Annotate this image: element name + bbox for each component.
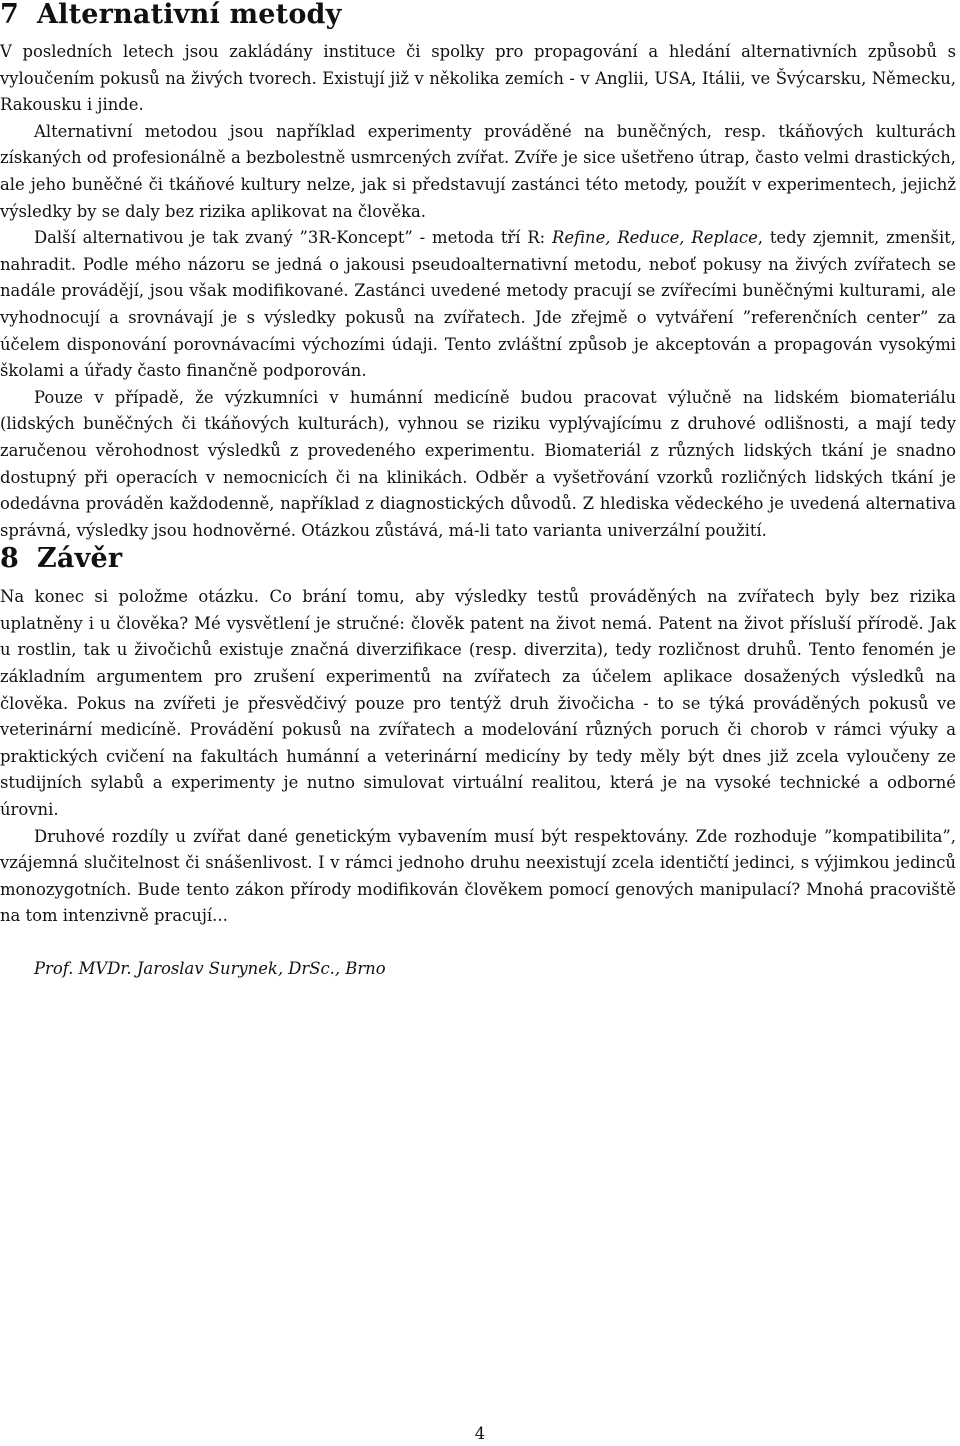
paragraph xyxy=(0,385,956,545)
paragraph xyxy=(0,225,956,385)
paragraph xyxy=(0,824,956,930)
paragraph xyxy=(0,119,956,225)
paragraph-text: , tedy zjemnit, zmenšit, nahradit. Podle mého názoru se jedná o jakousi pseudoalternativní metodu, neboť pokusy na živých zvířatech se nadále provádějí, jsou však modifikované. Zastánci uvedené metody pracují se zvířecími buněčnými kulturami, ale vyhodnocují a srovnávají je s výsledky pokusů na zvířatech. Jde zřejmě o vytváření ”referenčních center” za účelem disponování porovnávacími výchozími údaji. Tento zvláštní způsob je akceptován a propagován vysokými školami a úřady často finančně podporován. xyxy=(0,228,956,381)
italic-term-list: Refine, Reduce, Replace xyxy=(552,228,758,248)
section-heading-conclusion xyxy=(0,544,956,574)
section-title: Závěr xyxy=(37,543,123,575)
section-body xyxy=(0,39,956,544)
paragraph xyxy=(0,584,956,823)
paragraph-text: Další alternativou je tak zvaný ”3R-Koncept” - metoda tří R: xyxy=(34,228,553,248)
section-heading-alternative-methods xyxy=(0,0,956,30)
paragraph xyxy=(0,39,956,119)
paragraph-text: Pouze v případě, že výzkumníci v humánní medicíně budou pracovat výlučně na lidském biomateriálu (lidských buněčných či tkáňových kulturách), vyhnou se riziku vyplývajícímu z druhové odlišnosti, a mají tedy zaručenou věrohodnost výsledků z provedeného experimentu. Biomateriál z různých lidských tkání je snadno dostupný při operacích v nemocnicích či na klinikách. Odběr a vyšetřování vzorků rozličných lidských tkání je odedávna prováděn každodenně, například z diagnostických důvodů. Z hlediska vědeckého je uvedená alternativa správná, výsledky jsou hodnověrné. Otázkou zůstává, má-li tato varianta univerzální použití. xyxy=(0,387,956,540)
paragraph-text: Alternativní metodou jsou například experimenty prováděné na buněčných, resp. tkáňových kulturách získaných od profesionálně a bezbolestně usmrcených zvířat. Zvíře je sice ušetřeno útrap, často velmi drastických, ale jeho buněčné či tkáňové kultury nelze, jak si představují zastánci této metody, použít v experimentech, jejichž výsledky by se daly bez rizika aplikovat na člověka. xyxy=(0,121,956,221)
paragraph-text: Druhové rozdíly u zvířat dané genetickým vybavením musí být respektovány. Zde rozhoduje ”kompatibilita”, vzájemná slučitelnost či snášenlivost. I v rámci jednoho druhu neexistují zcela identičtí jedinci, s výjimkou jedinců monozygotních. Bude tento zákon přírody modifikován člověkem pomocí genových manipulací? Mnohá pracoviště na tom intenzivně pracují... xyxy=(0,826,956,926)
page-number: 4 xyxy=(474,1424,486,1443)
paragraph-text: V posledních letech jsou zakládány instituce či spolky pro propagování a hledání alternativních způsobů s vyloučením pokusů na živých tvorech. Existují již v několika zemích - v Anglii, USA, Itálii, ve Švýcarsku, Německu, Rakousku i jinde. xyxy=(0,42,956,115)
paragraph-text: Na konec si položme otázku. Co brání tomu, aby výsledky testů prováděných na zvířatech byly bez rizika uplatněny i u člověka? Mé vysvětlení je stručné: člověk patent na život nemá. Patent na život přísluší přírodě. Jak u rostlin, tak u živočichů existuje značná diverzifikace (resp. diverzita), tedy rozličnost druhů. Tento fenomén je základním argumentem pro zrušení experimentů na zvířatech za účelem aplikace dosažených výsledků na člověka. Pokus na zvířeti je přesvědčivý pouze pro tentýž druh živočicha - to se týká prováděných pokusů ve veterinární medicíně. Provádění pokusů na zvířatech a modelování různých poruch či chorob v rámci výuky a praktických cvičení na fakultách humánní a veterinární medicíny by tedy měly být dnes již zcela vyloučeny ze studijních sylabů a experimenty je nutno simulovat virtuální realitou, která je na vysoké technické a odborné úrovni. xyxy=(0,587,956,820)
section-body xyxy=(0,584,956,930)
section-number: 7 xyxy=(0,0,19,30)
author-signature: Prof. MVDr. Jaroslav Surynek, DrSc., Brno xyxy=(34,959,386,978)
section-title: Alternativní metody xyxy=(37,0,342,30)
section-number: 8 xyxy=(0,543,19,575)
